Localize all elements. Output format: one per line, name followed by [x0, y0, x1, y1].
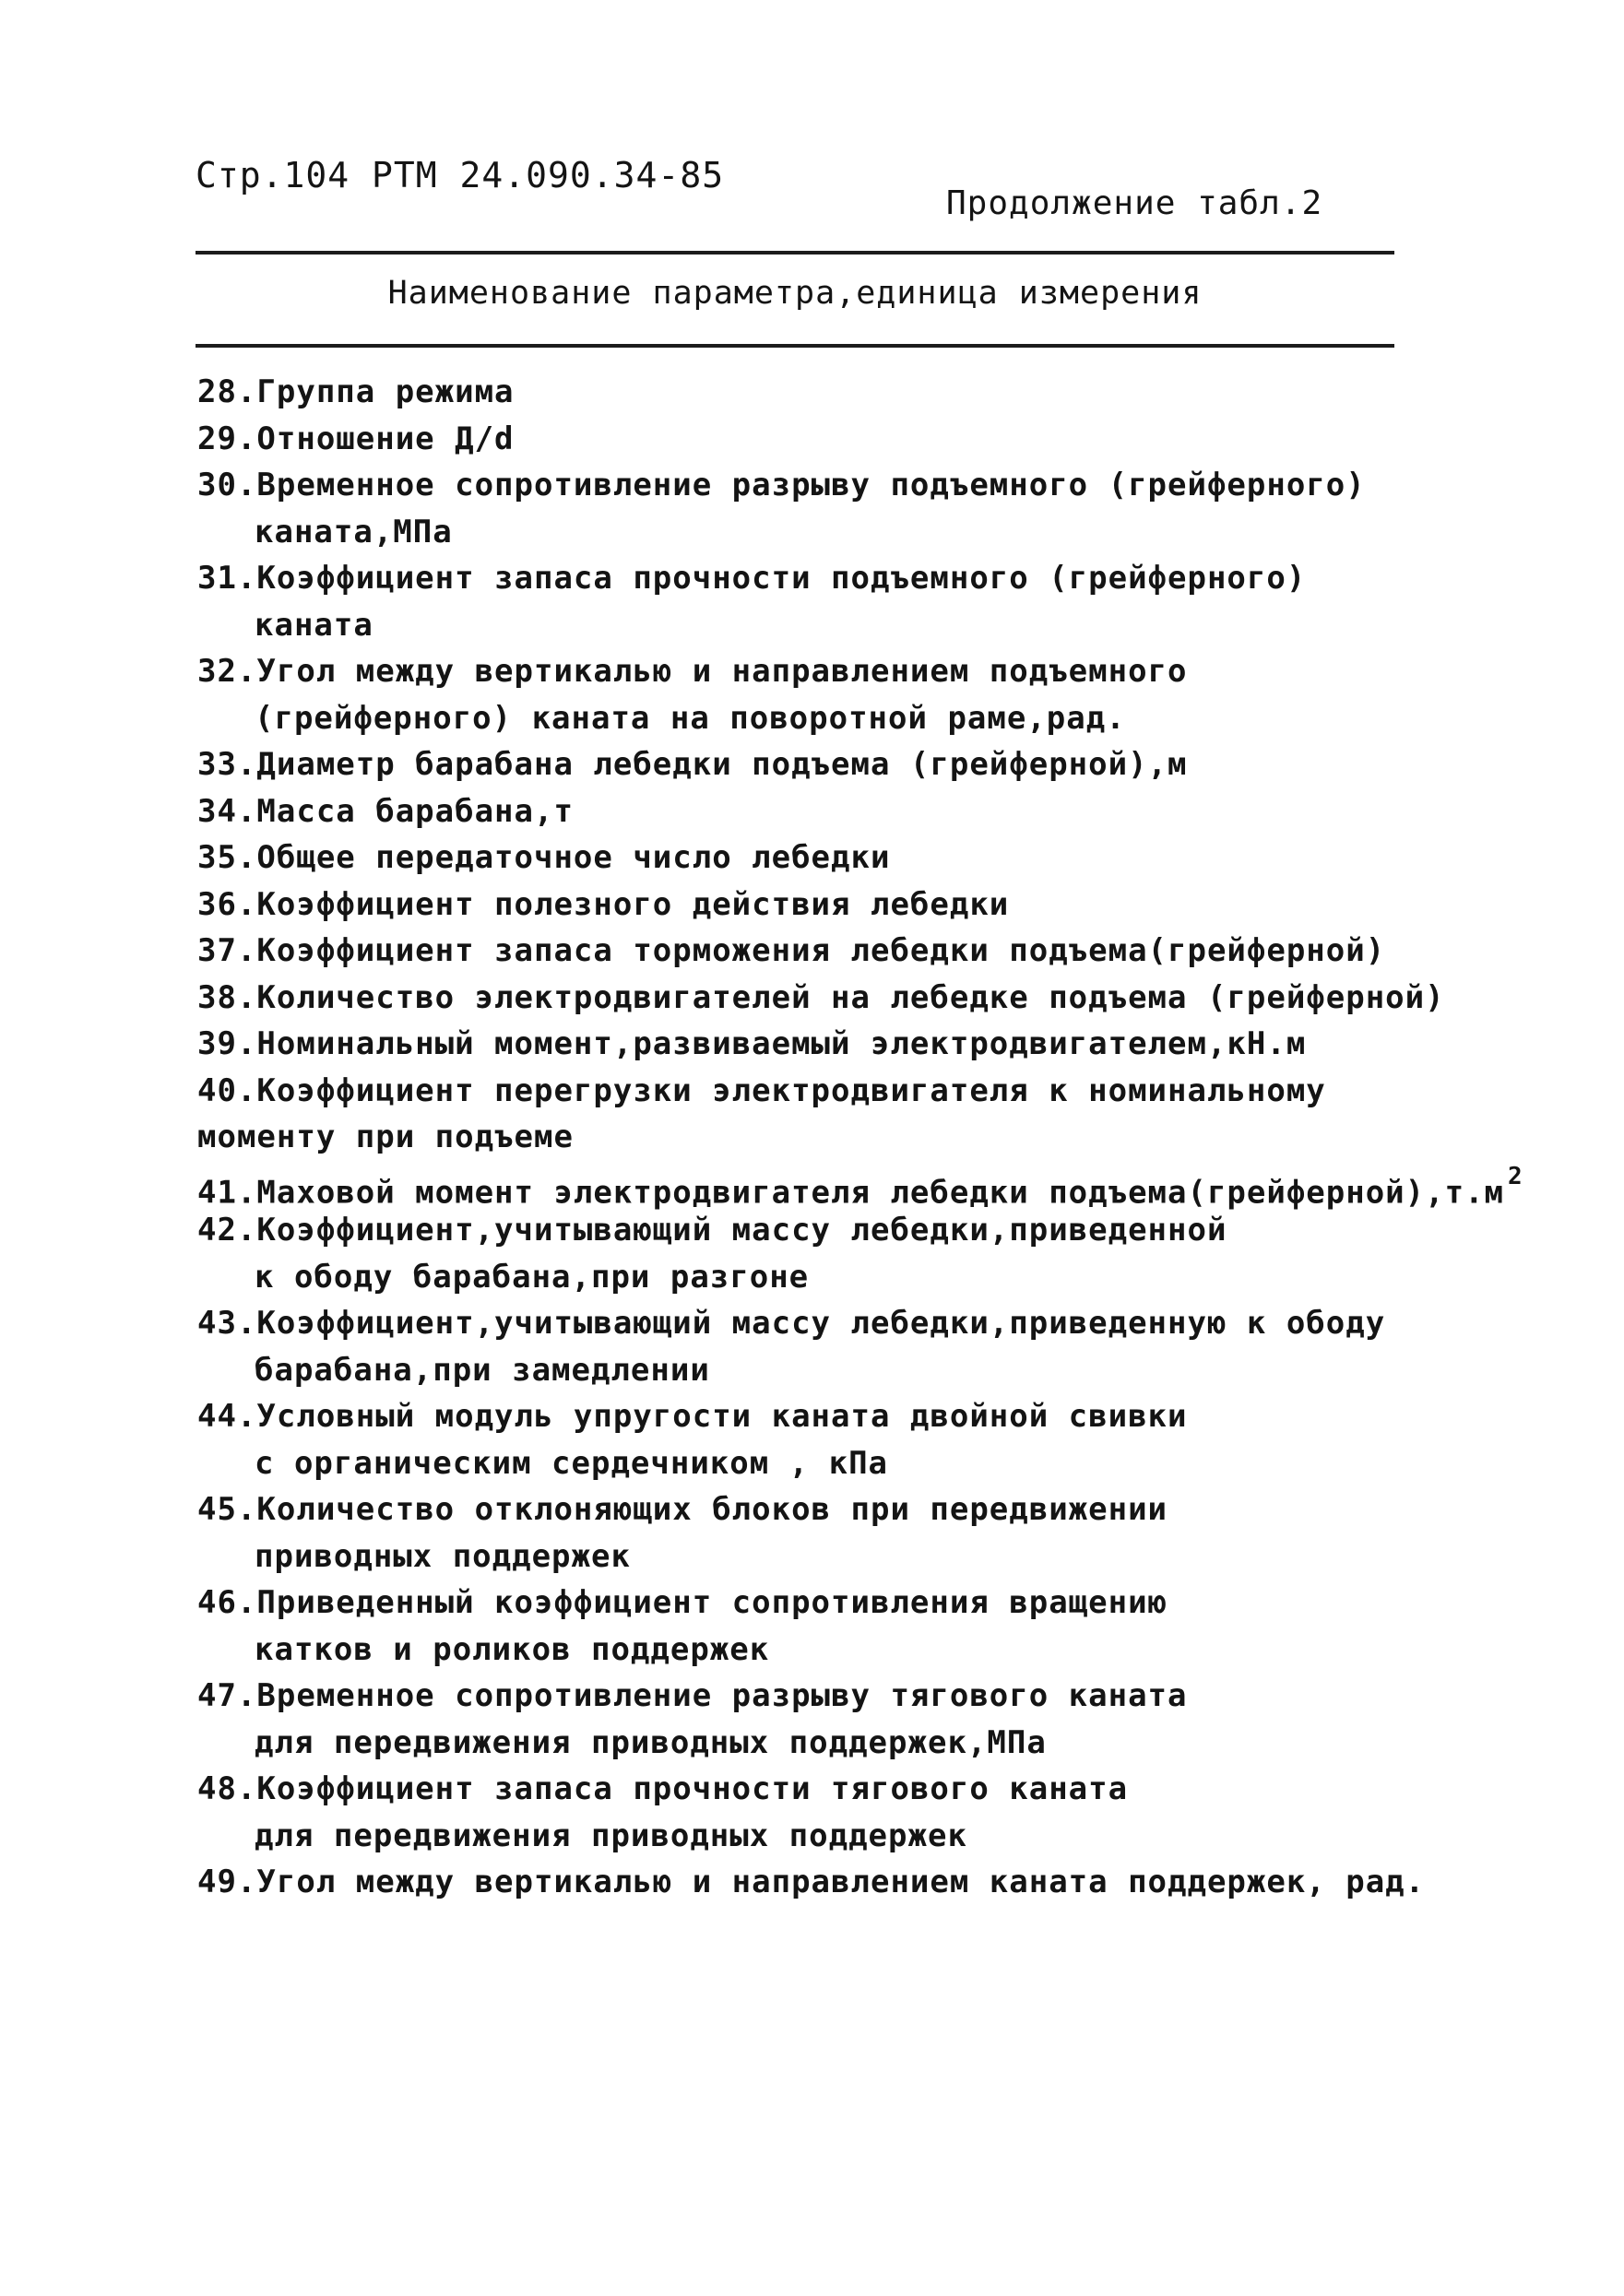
param-line: 34.Масса барабана,т [197, 792, 574, 830]
param-line: 40.Коэффициент перегрузки электродвигателя к номинальному [197, 1071, 1326, 1109]
list-item [197, 1859, 1535, 1906]
column-header: Наименование параметра,единица измерения [387, 275, 1203, 312]
param-line-continuation: приводных поддержек [255, 1537, 631, 1575]
list-item [197, 1580, 1535, 1673]
list-item [197, 741, 1535, 788]
param-line: 44.Условный модуль упругости каната двойной свивки [197, 1398, 1188, 1435]
list-item [197, 555, 1535, 648]
list-item [197, 1486, 1535, 1580]
param-line: 42.Коэффициент,учитывающий массу лебедки,приведенной [197, 1212, 1227, 1249]
list-item [197, 975, 1535, 1022]
param-line: 30.Временное сопротивление разрыву подъемного (грейферного) [197, 467, 1366, 503]
param-line-continuation: для передвижения приводных поддержек [255, 1817, 967, 1854]
param-line [197, 1161, 1535, 1211]
param-line: 43.Коэффициент,учитывающий массу лебедки,приведенную к ободу [197, 1305, 1386, 1342]
list-item [197, 462, 1535, 555]
list-item [197, 928, 1535, 975]
list-item [197, 1068, 1535, 1161]
param-line: 48.Коэффициент запаса прочности тягового каната [197, 1770, 1129, 1807]
param-line: 39.Номинальный момент,развиваемый электродвигателем,кН.м [197, 1025, 1307, 1062]
param-line-continuation: с органическим сердечником , кПа [255, 1444, 889, 1482]
header-rule-bottom [196, 344, 1394, 348]
param-line-continuation: барабана,при замедлении [255, 1351, 710, 1389]
list-item [197, 1766, 1535, 1859]
list-item [197, 1021, 1535, 1068]
page-reference: Стр.104 РТМ 24.090.34-85 [196, 155, 725, 195]
param-line: 29.Отношение Д/d [197, 420, 515, 457]
list-item [197, 1673, 1535, 1766]
list-item [197, 416, 1535, 463]
param-line-continuation: каната,МПа [255, 513, 453, 550]
list-item [197, 369, 1535, 416]
header-rule-top [196, 251, 1394, 254]
param-line: 46.Приведенный коэффициент сопротивления вращению [197, 1584, 1168, 1621]
list-item [197, 1300, 1535, 1393]
unit-superscript: 2 [1508, 1162, 1523, 1190]
param-line: 32.Угол между вертикалью и направлением подъемного [197, 653, 1188, 690]
param-line-continuation: каната [255, 606, 373, 644]
param-line: 47.Временное сопротивление разрыву тягового каната [197, 1677, 1188, 1714]
list-item [197, 882, 1535, 929]
table-continuation-label: Продолжение табл.2 [946, 184, 1323, 222]
list-item [197, 1207, 1535, 1300]
param-line-continuation: для передвижения приводных поддержек,МПа [255, 1723, 1047, 1761]
param-line-continuation: к ободу барабана,при разгоне [255, 1258, 810, 1296]
list-item [197, 1393, 1535, 1486]
param-line: 35.Общее передаточное число лебедки [197, 839, 891, 876]
param-line: 49.Угол между вертикалью и направлением каната поддержек, рад. [197, 1864, 1426, 1900]
param-line: 31.Коэффициент запаса прочности подъемного (грейферного) [197, 560, 1307, 597]
param-line-continuation: моменту при подъеме [197, 1118, 574, 1155]
param-line: 38.Количество электродвигателей на лебедке подъема (грейферной) [197, 978, 1445, 1016]
list-item [197, 788, 1535, 835]
param-line: 45.Количество отклоняющих блоков при передвижении [197, 1491, 1168, 1528]
param-line: 36.Коэффициент полезного действия лебедки [197, 885, 1010, 923]
param-line-continuation: катков и роликов поддержек [255, 1630, 770, 1668]
param-line: 37.Коэффициент запаса торможения лебедки подъема(грейферной) [197, 932, 1386, 969]
param-text: 41.Маховой момент электродвигателя лебедки подъема(грейферной),т.м [197, 1173, 1505, 1211]
parameter-list [197, 369, 1535, 1906]
list-item [197, 648, 1535, 741]
list-item [197, 834, 1535, 882]
param-line: 28.Группа режима [197, 373, 515, 410]
list-item [197, 1161, 1535, 1211]
param-line: 33.Диаметр барабана лебедки подъема (грейферной),м [197, 746, 1188, 783]
param-line-continuation: (грейферного) каната на поворотной раме,рад. [255, 699, 1126, 737]
